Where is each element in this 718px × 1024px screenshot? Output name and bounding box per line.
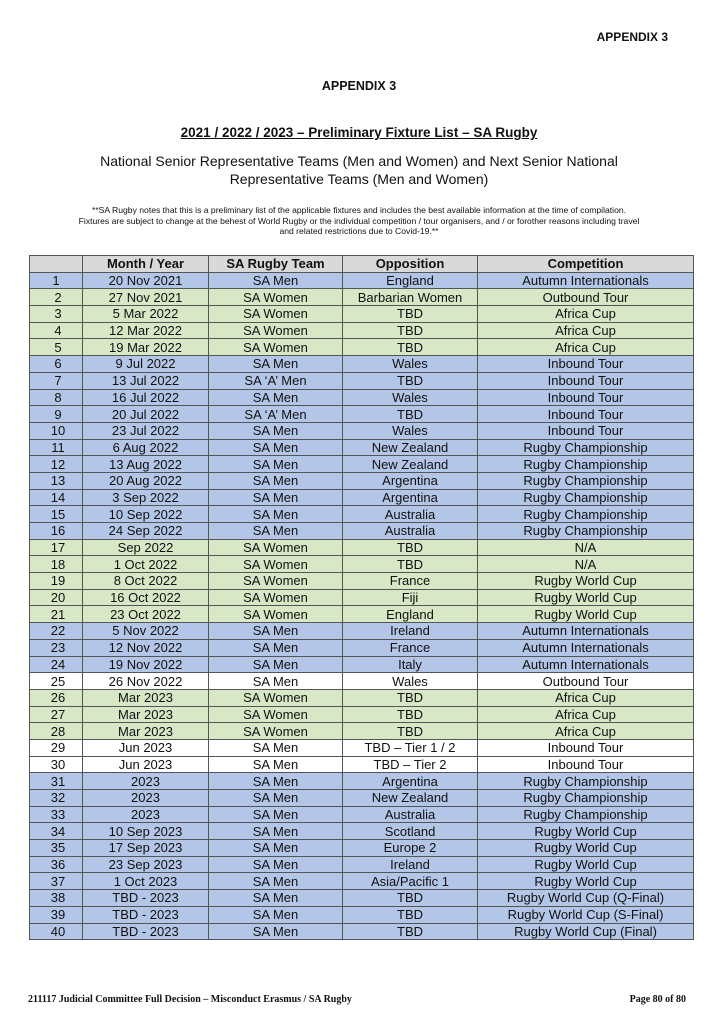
cell-number: 8 [30,389,83,406]
cell-month-year: 2023 [83,806,209,823]
table-row [30,339,694,356]
cell-competition: Rugby Championship [478,439,694,456]
cell-competition: Rugby World Cup (Final) [478,923,694,940]
cell-team: SA Men [209,756,343,773]
table-row [30,589,694,606]
cell-team: SA Women [209,322,343,339]
cell-competition: Inbound Tour [478,406,694,423]
cell-team: SA Men [209,523,343,540]
cell-opposition: Wales [343,422,478,439]
cell-team: SA Men [209,923,343,940]
note-line-2: Fixtures are subject to change at the behest of World Rugby or the individual competition / tour organisers, and / or forother reasons including travel [78,215,640,226]
cell-team: SA Men [209,673,343,690]
table-row [30,656,694,673]
cell-competition: Outbound Tour [478,289,694,306]
cell-month-year: TBD - 2023 [83,923,209,940]
cell-team: SA Men [209,806,343,823]
cell-month-year: 1 Oct 2023 [83,873,209,890]
cell-team: SA Women [209,289,343,306]
cell-team: SA Men [209,773,343,790]
cell-month-year: 19 Nov 2022 [83,656,209,673]
table-row [30,489,694,506]
cell-competition: Rugby World Cup [478,823,694,840]
cell-month-year: 23 Sep 2023 [83,856,209,873]
table-row [30,422,694,439]
cell-number: 11 [30,439,83,456]
cell-month-year: Sep 2022 [83,539,209,556]
cell-number: 32 [30,790,83,807]
footer-page-number: Page 80 of 80 [629,994,686,1005]
cell-team: SA Men [209,422,343,439]
cell-competition: Rugby Championship [478,506,694,523]
cell-competition: Rugby Championship [478,806,694,823]
table-row [30,806,694,823]
cell-team: SA Men [209,656,343,673]
cell-team: SA ‘A’ Men [209,372,343,389]
cell-team: SA Men [209,840,343,857]
cell-competition: Rugby World Cup [478,606,694,623]
cell-opposition: TBD [343,406,478,423]
cell-team: SA Women [209,723,343,740]
cell-number: 24 [30,656,83,673]
cell-opposition: TBD [343,706,478,723]
cell-opposition: Argentina [343,773,478,790]
table-header-row [30,256,694,273]
cell-team: SA Men [209,873,343,890]
cell-opposition: TBD [343,723,478,740]
cell-opposition: Wales [343,356,478,373]
table-row [30,523,694,540]
cell-opposition: TBD [343,906,478,923]
cell-number: 1 [30,272,83,289]
cell-opposition: TBD [343,339,478,356]
cell-month-year: 13 Jul 2022 [83,372,209,389]
cell-month-year: 20 Nov 2021 [83,272,209,289]
cell-opposition: TBD [343,923,478,940]
cell-month-year: 24 Sep 2022 [83,523,209,540]
cell-team: SA Men [209,856,343,873]
cell-competition: Africa Cup [478,339,694,356]
cell-month-year: 19 Mar 2022 [83,339,209,356]
cell-team: SA Men [209,739,343,756]
cell-team: SA Men [209,356,343,373]
cell-team: SA Women [209,556,343,573]
cell-opposition: Italy [343,656,478,673]
cell-team: SA Men [209,890,343,907]
cell-number: 39 [30,906,83,923]
cell-competition: Autumn Internationals [478,272,694,289]
cell-number: 12 [30,456,83,473]
cell-number: 28 [30,723,83,740]
cell-month-year: 5 Nov 2022 [83,623,209,640]
cell-team: SA Men [209,472,343,489]
cell-opposition: France [343,573,478,590]
cell-team: SA Women [209,706,343,723]
cell-month-year: 9 Jul 2022 [83,356,209,373]
cell-month-year: 6 Aug 2022 [83,439,209,456]
cell-team: SA Men [209,439,343,456]
table-row [30,556,694,573]
cell-month-year: 2023 [83,790,209,807]
cell-competition: Africa Cup [478,706,694,723]
subtitle-line-2: Representative Teams (Men and Women) [229,171,489,187]
cell-opposition: TBD [343,689,478,706]
cell-opposition: TBD [343,539,478,556]
cell-competition: Rugby Championship [478,489,694,506]
cell-number: 22 [30,623,83,640]
table-row [30,506,694,523]
cell-month-year: 23 Jul 2022 [83,422,209,439]
cell-opposition: Wales [343,389,478,406]
cell-competition: Rugby Championship [478,523,694,540]
cell-number: 7 [30,372,83,389]
table-row [30,823,694,840]
cell-number: 5 [30,339,83,356]
cell-team: SA Men [209,823,343,840]
cell-number: 27 [30,706,83,723]
cell-competition: Inbound Tour [478,372,694,389]
cell-opposition: TBD [343,322,478,339]
cell-month-year: 17 Sep 2023 [83,840,209,857]
cell-month-year: 12 Nov 2022 [83,639,209,656]
cell-team: SA Women [209,606,343,623]
cell-number: 2 [30,289,83,306]
cell-month-year: 23 Oct 2022 [83,606,209,623]
cell-number: 33 [30,806,83,823]
cell-competition: Outbound Tour [478,673,694,690]
subtitle-line-1: National Senior Representative Teams (Men and Women) and Next Senior National [100,153,618,169]
table-row [30,322,694,339]
table-row [30,372,694,389]
cell-team: SA Women [209,689,343,706]
page-header-appendix-label: APPENDIX 3 [596,30,668,44]
cell-number: 4 [30,322,83,339]
table-row [30,756,694,773]
table-row [30,790,694,807]
cell-number: 31 [30,773,83,790]
cell-month-year: 10 Sep 2022 [83,506,209,523]
cell-competition: Rugby Championship [478,790,694,807]
cell-number: 38 [30,890,83,907]
cell-number: 16 [30,523,83,540]
cell-competition: Rugby World Cup [478,840,694,857]
table-row [30,706,694,723]
cell-opposition: Ireland [343,856,478,873]
cell-number: 15 [30,506,83,523]
cell-competition: Autumn Internationals [478,656,694,673]
footer-document-reference: 211117 Judicial Committee Full Decision – Misconduct Erasmus / SA Rugby [28,994,352,1005]
cell-opposition: TBD [343,890,478,907]
cell-opposition: New Zealand [343,456,478,473]
cell-competition: Africa Cup [478,723,694,740]
cell-number: 34 [30,823,83,840]
cell-month-year: Mar 2023 [83,689,209,706]
cell-opposition: Wales [343,673,478,690]
cell-competition: Rugby Championship [478,773,694,790]
cell-number: 40 [30,923,83,940]
table-row [30,306,694,323]
cell-month-year: Mar 2023 [83,723,209,740]
table-row [30,923,694,940]
cell-month-year: 2023 [83,773,209,790]
cell-opposition: TBD – Tier 1 / 2 [343,739,478,756]
column-header-opposition: Opposition [343,256,478,273]
table-row [30,739,694,756]
cell-team: SA Men [209,639,343,656]
table-row [30,472,694,489]
table-row [30,272,694,289]
cell-month-year: 12 Mar 2022 [83,322,209,339]
cell-competition: Inbound Tour [478,422,694,439]
cell-team: SA Women [209,573,343,590]
table-row [30,840,694,857]
cell-opposition: Europe 2 [343,840,478,857]
table-row [30,606,694,623]
cell-number: 9 [30,406,83,423]
cell-opposition: Asia/Pacific 1 [343,873,478,890]
table-row [30,456,694,473]
cell-month-year: 3 Sep 2022 [83,489,209,506]
cell-team: SA Men [209,790,343,807]
cell-month-year: 5 Mar 2022 [83,306,209,323]
cell-competition: Autumn Internationals [478,623,694,640]
cell-number: 35 [30,840,83,857]
cell-competition: Africa Cup [478,689,694,706]
cell-month-year: 20 Aug 2022 [83,472,209,489]
cell-number: 14 [30,489,83,506]
table-row [30,356,694,373]
cell-month-year: 26 Nov 2022 [83,673,209,690]
cell-number: 37 [30,873,83,890]
cell-opposition: Ireland [343,623,478,640]
cell-opposition: England [343,606,478,623]
cell-month-year: Jun 2023 [83,756,209,773]
cell-opposition: England [343,272,478,289]
cell-number: 3 [30,306,83,323]
cell-team: SA Women [209,589,343,606]
cell-competition: Inbound Tour [478,756,694,773]
cell-opposition: Argentina [343,489,478,506]
note-line-3: and related restrictions due to Covid-19.** [279,226,439,236]
table-row [30,623,694,640]
cell-month-year: 8 Oct 2022 [83,573,209,590]
cell-team: SA Women [209,539,343,556]
cell-team: SA Men [209,906,343,923]
subtitle [40,152,678,188]
cell-competition: Rugby Championship [478,456,694,473]
cell-opposition: Fiji [343,589,478,606]
cell-opposition: TBD [343,306,478,323]
table-row [30,856,694,873]
table-row [30,539,694,556]
cell-competition: Rugby World Cup (Q-Final) [478,890,694,907]
cell-competition: N/A [478,539,694,556]
table-row [30,723,694,740]
cell-team: SA Men [209,456,343,473]
cell-number: 25 [30,673,83,690]
table-row [30,289,694,306]
column-header-team: SA Rugby Team [209,256,343,273]
cell-month-year: Jun 2023 [83,739,209,756]
table-row [30,906,694,923]
table-row [30,389,694,406]
cell-team: SA Men [209,489,343,506]
cell-team: SA Men [209,623,343,640]
cell-team: SA Women [209,306,343,323]
cell-competition: Autumn Internationals [478,639,694,656]
cell-month-year: 1 Oct 2022 [83,556,209,573]
appendix-title: APPENDIX 3 [321,79,397,93]
cell-competition: Rugby World Cup [478,589,694,606]
table-row [30,873,694,890]
cell-team: SA Women [209,339,343,356]
cell-competition: Rugby Championship [478,472,694,489]
cell-competition: Rugby World Cup (S-Final) [478,906,694,923]
cell-month-year: 16 Jul 2022 [83,389,209,406]
cell-competition: Rugby World Cup [478,573,694,590]
cell-month-year: 13 Aug 2022 [83,456,209,473]
cell-month-year: TBD - 2023 [83,906,209,923]
cell-number: 17 [30,539,83,556]
cell-month-year: TBD - 2023 [83,890,209,907]
cell-competition: Africa Cup [478,322,694,339]
cell-competition: Inbound Tour [478,389,694,406]
cell-number: 6 [30,356,83,373]
fixture-table [29,255,694,940]
cell-month-year: Mar 2023 [83,706,209,723]
cell-team: SA Men [209,506,343,523]
cell-number: 23 [30,639,83,656]
cell-opposition: TBD – Tier 2 [343,756,478,773]
cell-month-year: 16 Oct 2022 [83,589,209,606]
table-row [30,890,694,907]
cell-competition: N/A [478,556,694,573]
cell-opposition: Barbarian Women [343,289,478,306]
cell-opposition: New Zealand [343,439,478,456]
table-row [30,773,694,790]
fixture-table-body [30,272,694,940]
cell-opposition: Scotland [343,823,478,840]
cell-opposition: Australia [343,523,478,540]
cell-competition: Africa Cup [478,306,694,323]
cell-month-year: 20 Jul 2022 [83,406,209,423]
table-row [30,673,694,690]
table-row [30,639,694,656]
cell-team: SA ‘A’ Men [209,406,343,423]
cell-number: 20 [30,589,83,606]
column-header-competition: Competition [478,256,694,273]
cell-team: SA Men [209,272,343,289]
cell-number: 29 [30,739,83,756]
cell-number: 26 [30,689,83,706]
cell-number: 36 [30,856,83,873]
cell-number: 13 [30,472,83,489]
cell-competition: Rugby World Cup [478,873,694,890]
cell-opposition: Australia [343,806,478,823]
cell-number: 10 [30,422,83,439]
cell-opposition: TBD [343,556,478,573]
cell-number: 18 [30,556,83,573]
cell-month-year: 10 Sep 2023 [83,823,209,840]
cell-competition: Inbound Tour [478,739,694,756]
cell-month-year: 27 Nov 2021 [83,289,209,306]
cell-team: SA Men [209,389,343,406]
fixture-list-title: 2021 / 2022 / 2023 – Preliminary Fixture List – SA Rugby [180,125,538,140]
cell-number: 19 [30,573,83,590]
column-header-month-year: Month / Year [83,256,209,273]
note-line-1: **SA Rugby notes that this is a preliminary list of the applicable fixtures and includes the best available information at the time of compilation. [91,205,627,215]
cell-opposition: Argentina [343,472,478,489]
cell-opposition: TBD [343,372,478,389]
cell-competition: Inbound Tour [478,356,694,373]
table-row [30,439,694,456]
cell-number: 30 [30,756,83,773]
cell-number: 21 [30,606,83,623]
cell-opposition: Australia [343,506,478,523]
cell-competition: Rugby World Cup [478,856,694,873]
column-header-number [30,256,83,273]
table-row [30,406,694,423]
cell-opposition: New Zealand [343,790,478,807]
table-row [30,573,694,590]
table-row [30,689,694,706]
disclaimer-note [18,205,700,237]
cell-opposition: France [343,639,478,656]
